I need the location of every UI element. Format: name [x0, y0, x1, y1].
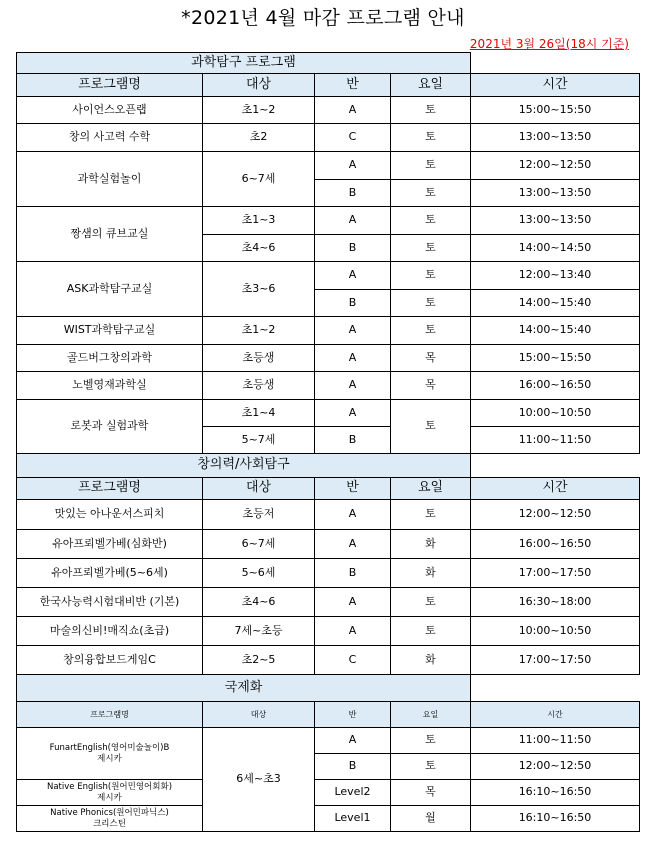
- header-day: 요일: [391, 74, 471, 97]
- header-program: 프로그램명: [17, 74, 203, 97]
- program-name: 로봇과 실험과학: [17, 400, 203, 454]
- table-row: [17, 806, 640, 832]
- time: 14:00~15:40: [471, 317, 640, 345]
- program-name: 유아프뢰벨가베(5~6세): [17, 559, 203, 588]
- program-name-line1: Native Phonics(원어민파닉스): [50, 808, 169, 819]
- class: Level1: [315, 806, 391, 832]
- time: 12:00~12:50: [471, 152, 640, 180]
- header-program: 프로그램명: [17, 702, 203, 728]
- day: 토: [391, 262, 471, 290]
- class: C: [315, 646, 391, 675]
- target: 6~7세: [203, 530, 315, 559]
- header-target: 대상: [203, 74, 315, 97]
- section-header-international: [17, 675, 640, 702]
- program-name: 과학실험놀이: [17, 152, 203, 207]
- table-row: [17, 124, 640, 152]
- class: B: [315, 427, 391, 454]
- table-row: [17, 317, 640, 345]
- day: 토: [391, 617, 471, 646]
- table-row: [17, 262, 640, 290]
- header-target: 대상: [203, 702, 315, 728]
- table-row: [17, 728, 640, 754]
- program-name-teacher: 크리스틴: [93, 818, 126, 829]
- time: 13:00~13:50: [471, 207, 640, 235]
- table-row: [17, 207, 640, 235]
- day: 토: [391, 235, 471, 262]
- day: 목: [391, 345, 471, 372]
- day: 토: [391, 290, 471, 317]
- section-header-creativity: [17, 454, 640, 478]
- time: 16:00~16:50: [471, 372, 640, 400]
- table-row: [17, 400, 640, 427]
- page-title: *2021년 4월 마감 프로그램 안내: [181, 7, 465, 29]
- table-row: [17, 588, 640, 617]
- program-name: 유아프뢰벨가베(심화반): [17, 530, 203, 559]
- program-name: WIST과학탐구교실: [17, 317, 203, 345]
- program-name: 골드버그창의과학: [17, 345, 203, 372]
- class: A: [315, 207, 391, 235]
- class: A: [315, 588, 391, 617]
- target: 초1~4: [203, 400, 315, 427]
- program-name-teacher: 제시카: [97, 792, 122, 803]
- time: 17:00~17:50: [471, 646, 640, 675]
- program-name: 한국사능력시험대비반 (기본): [17, 588, 203, 617]
- header-program: 프로그램명: [17, 478, 203, 500]
- class: B: [315, 180, 391, 207]
- target: 초1~2: [203, 97, 315, 124]
- target: 5~6세: [203, 559, 315, 588]
- target: 5~7세: [203, 427, 315, 454]
- day: 토: [391, 500, 471, 530]
- target: 초등생: [203, 372, 315, 400]
- column-header-row: [17, 702, 640, 728]
- time: 11:00~11:50: [471, 427, 640, 454]
- target: 초4~6: [203, 588, 315, 617]
- class: A: [315, 317, 391, 345]
- class: A: [315, 262, 391, 290]
- section-title: 국제화: [17, 675, 471, 702]
- basis-date: 2021년 3월 26일(18시 기준): [469, 37, 629, 51]
- class: A: [315, 372, 391, 400]
- table-row: [17, 500, 640, 530]
- table-row: [17, 345, 640, 372]
- day: 화: [391, 646, 471, 675]
- table-row: [17, 97, 640, 124]
- program-name: 사이언스오픈랩: [17, 97, 203, 124]
- target: 초등저: [203, 500, 315, 530]
- header-day: 요일: [391, 702, 471, 728]
- day: 화: [391, 559, 471, 588]
- class: A: [315, 500, 391, 530]
- table-row: [17, 559, 640, 588]
- header-time: 시간: [471, 702, 640, 728]
- section-header-science: [17, 53, 640, 74]
- class: Level2: [315, 780, 391, 806]
- target: 초4~6: [203, 235, 315, 262]
- target: 초등생: [203, 345, 315, 372]
- program-name: 창의융합보드게임C: [17, 646, 203, 675]
- day: 토: [391, 317, 471, 345]
- time: 16:10~16:50: [471, 780, 640, 806]
- table-row: [17, 780, 640, 806]
- time: 15:00~15:50: [471, 345, 640, 372]
- target: 초2~5: [203, 646, 315, 675]
- time: 16:10~16:50: [471, 806, 640, 832]
- day: 토: [391, 97, 471, 124]
- time: 14:00~15:40: [471, 290, 640, 317]
- day: 토: [391, 588, 471, 617]
- class: A: [315, 530, 391, 559]
- target: 초1~2: [203, 317, 315, 345]
- time: 12:00~13:40: [471, 262, 640, 290]
- class: B: [315, 559, 391, 588]
- day: 토: [391, 152, 471, 180]
- program-name: 맛있는 아나운서스피치: [17, 500, 203, 530]
- column-header-row: [17, 478, 640, 500]
- day: 목: [391, 780, 471, 806]
- class: B: [315, 754, 391, 780]
- program-name-line1: FunartEnglish(영어미술놀이)B: [49, 743, 170, 754]
- day: 월: [391, 806, 471, 832]
- header-day: 요일: [391, 478, 471, 500]
- time: 10:00~10:50: [471, 617, 640, 646]
- target: 7세~초등: [203, 617, 315, 646]
- target: 6~7세: [203, 152, 315, 207]
- day: 토: [391, 728, 471, 754]
- column-header-row: [17, 74, 640, 97]
- header-time: 시간: [471, 74, 640, 97]
- time: 14:00~14:50: [471, 235, 640, 262]
- class: B: [315, 290, 391, 317]
- section-title: 창의력/사회탐구: [17, 454, 471, 478]
- target: 초1~3: [203, 207, 315, 235]
- program-name: [17, 728, 203, 780]
- day: 토: [391, 124, 471, 152]
- program-name: 짱샘의 큐브교실: [17, 207, 203, 262]
- target: 초3~6: [203, 262, 315, 317]
- class: A: [315, 617, 391, 646]
- program-name: ASK과학탐구교실: [17, 262, 203, 317]
- target: 초2: [203, 124, 315, 152]
- table-row: [17, 617, 640, 646]
- table-row: [17, 530, 640, 559]
- time: 12:00~12:50: [471, 754, 640, 780]
- time: 15:00~15:50: [471, 97, 640, 124]
- day: 화: [391, 530, 471, 559]
- section-title: 과학탐구 프로그램: [17, 53, 471, 74]
- program-name: [17, 780, 203, 806]
- time: 13:00~13:50: [471, 180, 640, 207]
- day: 토: [391, 207, 471, 235]
- day: 목: [391, 372, 471, 400]
- header-target: 대상: [203, 478, 315, 500]
- class: C: [315, 124, 391, 152]
- program-table: [16, 52, 640, 832]
- program-name: 노벨영재과학실: [17, 372, 203, 400]
- class: A: [315, 345, 391, 372]
- header-class: 반: [315, 702, 391, 728]
- time: 12:00~12:50: [471, 500, 640, 530]
- header-time: 시간: [471, 478, 640, 500]
- day: 토: [391, 400, 471, 454]
- table-row: [17, 646, 640, 675]
- day: 토: [391, 180, 471, 207]
- time: 11:00~11:50: [471, 728, 640, 754]
- header-class: 반: [315, 74, 391, 97]
- program-name: 마술의신비!매직쇼(초급): [17, 617, 203, 646]
- time: 10:00~10:50: [471, 400, 640, 427]
- class: A: [315, 400, 391, 427]
- target: 6세~초3: [203, 728, 315, 832]
- time: 16:00~16:50: [471, 530, 640, 559]
- class: A: [315, 97, 391, 124]
- table-row: [17, 152, 640, 180]
- table-row: [17, 372, 640, 400]
- program-name: [17, 806, 203, 832]
- day: 토: [391, 754, 471, 780]
- time: 17:00~17:50: [471, 559, 640, 588]
- class: B: [315, 235, 391, 262]
- class: A: [315, 728, 391, 754]
- time: 16:30~18:00: [471, 588, 640, 617]
- program-name-teacher: 제시카: [97, 753, 122, 764]
- class: A: [315, 152, 391, 180]
- header-class: 반: [315, 478, 391, 500]
- program-name-line1: Native English(원어민영어회화): [46, 782, 173, 793]
- program-name: 창의 사고력 수학: [17, 124, 203, 152]
- time: 13:00~13:50: [471, 124, 640, 152]
